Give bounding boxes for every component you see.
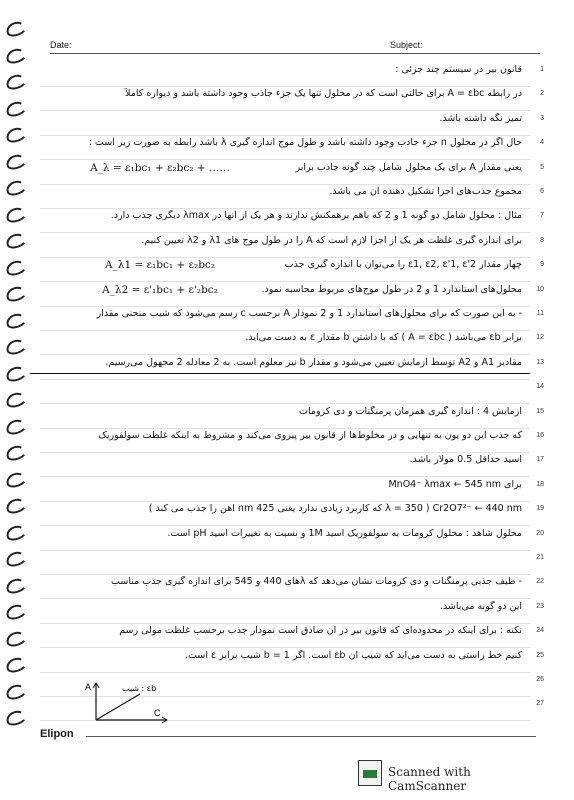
line-equation: A_λ1 = ε₁bc₁ + ε₂bc₂	[104, 259, 216, 272]
line-text: آزمایش 4 : اندازه گیری همزمان پرمنگنات و دی کرومات	[299, 405, 522, 417]
spiral-ring	[4, 19, 27, 38]
line-text: Cr2O7²⁻ ← 440 nm ( λ = 350 که کاربرد زیادی ندارد یعنی 425 nm آهن را جذب می کند )	[148, 503, 522, 515]
line-number: 1	[540, 66, 544, 73]
line-number: 23	[536, 602, 544, 610]
line-number: 18	[536, 480, 544, 488]
line-number: 4	[540, 139, 544, 147]
line-text: محلول‌های استاندارد 1 و 2 در طول موج‌های مربوط محاسبه نمود.	[261, 283, 522, 295]
line-text: که جذب این دو یون به تنهایی و در مخلوط‌ها از قانون بیر پیروی می‌کند و مشروط به اینکه غلظت سولفوریک	[98, 430, 522, 441]
line-text: نکته : برای اینکه در محدوده‌ای که قانون بیر در آن صادق است نمودار جذب برحسب غلظت مولی رسم	[119, 625, 522, 637]
line-number: 10	[536, 285, 544, 293]
line-text: تمیز نگه داشته باشد.	[439, 112, 522, 124]
line-text: قانون بیر در سیستم چند جزئی :	[395, 64, 522, 75]
note-line	[40, 648, 544, 673]
note-lines	[40, 62, 544, 722]
line-equation: A_λ2 = ε'₁bc₁ + ε'₂bc₂	[102, 283, 218, 296]
note-line	[40, 574, 544, 599]
line-number: 16	[536, 432, 544, 439]
note-line	[40, 526, 544, 551]
note-line	[40, 233, 544, 258]
spiral-ring	[4, 125, 27, 144]
line-number: 9	[540, 261, 544, 269]
spiral-ring	[4, 443, 27, 462]
footer-rule	[86, 736, 536, 737]
note-line	[40, 257, 544, 282]
line-text: یعنی مقدار A برای یک محلول شامل چند گونه جاذب برابر	[295, 161, 522, 173]
note-line	[40, 501, 544, 526]
scanner-label: Scanned with CamScanner	[388, 765, 471, 793]
spiral-ring	[4, 205, 27, 224]
spiral-ring	[4, 99, 27, 118]
page-header	[50, 40, 550, 54]
line-number: 27	[536, 700, 544, 708]
note-line	[40, 623, 544, 648]
sketch-y-label: A	[85, 682, 92, 692]
line-text: چهار مقدار ε1, ε2, ε'1, ε'2 را می‌توان با اندازه گیری جذب	[284, 259, 522, 271]
spiral-ring	[4, 284, 27, 303]
line-number: 2	[540, 90, 544, 98]
line-text: مقادیر A1 و A2 توسط آزمایش تعیین می‌شود و مقدار b نیز معلوم است. به 2 معادله 2 مجهول می‌رسیم.	[105, 356, 522, 368]
spiral-ring	[4, 708, 27, 727]
note-line	[40, 86, 544, 111]
spiral-ring	[4, 576, 27, 595]
line-number: 22	[536, 578, 544, 586]
line-number: 11	[536, 310, 544, 317]
note-line	[40, 184, 544, 209]
spiral-ring	[4, 364, 27, 383]
calibration-sketch	[82, 680, 172, 724]
sketch-calibration-line	[96, 694, 140, 720]
line-text: مثال : محلول شامل دو گونه 1 و 2 که باهم برهمکنش ندارند و هر یک از آنها در λmax دیگری جذب دارد.	[110, 210, 522, 222]
line-number: 20	[536, 529, 544, 537]
note-line	[40, 599, 544, 624]
line-number: 15	[536, 407, 544, 415]
line-text: کنیم خط راستی به دست می‌آید که شیب آن εb است. اگر b = 1 شیب برابر ε است.	[185, 649, 522, 661]
spiral-ring	[4, 231, 27, 250]
spiral-ring	[4, 682, 27, 701]
line-text: - طیف جذبی پرمنگنات و دی کرومات نشان می‌دهد که λهای 440 و 545 برای اندازه گیری جذب مناسب	[111, 576, 522, 588]
note-line	[40, 452, 544, 477]
line-number: 7	[540, 212, 544, 220]
note-line	[40, 208, 544, 233]
subject-label: Subject:	[390, 40, 423, 50]
note-line	[40, 477, 544, 502]
note-line	[40, 111, 544, 136]
line-number: 3	[540, 114, 544, 122]
spiral-ring	[4, 311, 27, 330]
spiral-binding	[6, 22, 28, 742]
line-text: برای اندازه گیری غلظت هر یک از اجزا لازم است که A را در طول موج های λ1 و λ2 تعیین کنیم.	[141, 234, 522, 246]
line-number: 21	[536, 554, 544, 561]
spiral-ring	[4, 46, 27, 65]
spiral-ring	[4, 337, 27, 356]
spiral-ring	[4, 152, 27, 171]
section-divider	[30, 373, 530, 374]
spiral-ring	[4, 549, 27, 568]
line-text: - به این صورت که برای محلول‌های استاندارد 1 و 2 نمودار A برحسب c رسم می‌شود که شیب منحنی مقدار	[96, 308, 522, 319]
line-text: در رابطه A = εbc برای حالتی است که در محلول تنها یک جزء جاذب وجود داشته باشد و دیواره کاملاً	[125, 88, 522, 100]
spiral-ring	[4, 390, 27, 409]
note-line	[40, 330, 544, 355]
line-text: مجموع جذب‌های اجزا تشکیل دهنده آن می باشد.	[329, 186, 522, 197]
line-number: 17	[536, 456, 544, 464]
line-number: 19	[536, 505, 544, 513]
notebook-brand: Elipon	[40, 728, 74, 740]
date-label: Date:	[50, 40, 72, 50]
line-text: حال اگر در محلول n جزء جاذب وجود داشته باشد و طول موج اندازه گیری λ باشد رابطه به صورت زیر است :	[88, 137, 522, 149]
spiral-ring	[4, 496, 27, 515]
scanner-watermark	[358, 760, 538, 793]
line-text: برای MnO4⁻ λmax ← 545 nm	[388, 478, 522, 490]
camscanner-logo-icon	[358, 760, 382, 786]
spiral-ring	[4, 470, 27, 489]
line-number: 12	[536, 334, 544, 342]
sketch-x-label: C	[154, 708, 161, 718]
note-line	[40, 355, 544, 380]
spiral-ring	[4, 258, 27, 277]
line-number: 25	[536, 651, 544, 659]
spiral-ring	[4, 523, 27, 542]
note-line	[40, 550, 544, 575]
line-equation: A_λ = ε₁bc₁ + ε₂bc₂ + ……	[90, 161, 230, 174]
line-text: این دو گونه می‌باشد.	[439, 600, 522, 612]
line-number: 24	[536, 627, 544, 635]
header-rule	[50, 53, 540, 54]
note-line	[40, 135, 544, 160]
line-number: 26	[536, 676, 544, 683]
note-line	[40, 404, 544, 429]
note-line	[40, 379, 544, 404]
line-number: 14	[536, 383, 544, 391]
note-line	[40, 160, 544, 185]
spiral-ring	[4, 178, 27, 197]
line-text: برابر εb می‌باشد ( A = εbc ) که با داشتن b مقدار ε به دست می‌آید.	[245, 332, 522, 344]
spiral-ring	[4, 417, 27, 436]
line-number: 8	[540, 236, 544, 244]
spiral-ring	[4, 655, 27, 674]
sketch-slope-note: شیب : εb	[122, 684, 157, 693]
note-line	[40, 282, 544, 307]
line-number: 13	[536, 358, 544, 366]
line-number: 6	[540, 188, 544, 195]
line-text: محلول شاهد : محلول کرومات به سولفوریک اسید 1M و نسبت به تغییرات اسید pH است.	[167, 527, 522, 539]
note-line	[40, 62, 544, 87]
note-line	[40, 306, 544, 331]
spiral-ring	[4, 602, 27, 621]
note-line	[40, 428, 544, 453]
spiral-ring	[4, 72, 27, 91]
line-number: 5	[540, 163, 544, 171]
line-text: اسید حداقل 0.5 مولار باشد.	[409, 454, 522, 466]
spiral-ring	[4, 629, 27, 648]
